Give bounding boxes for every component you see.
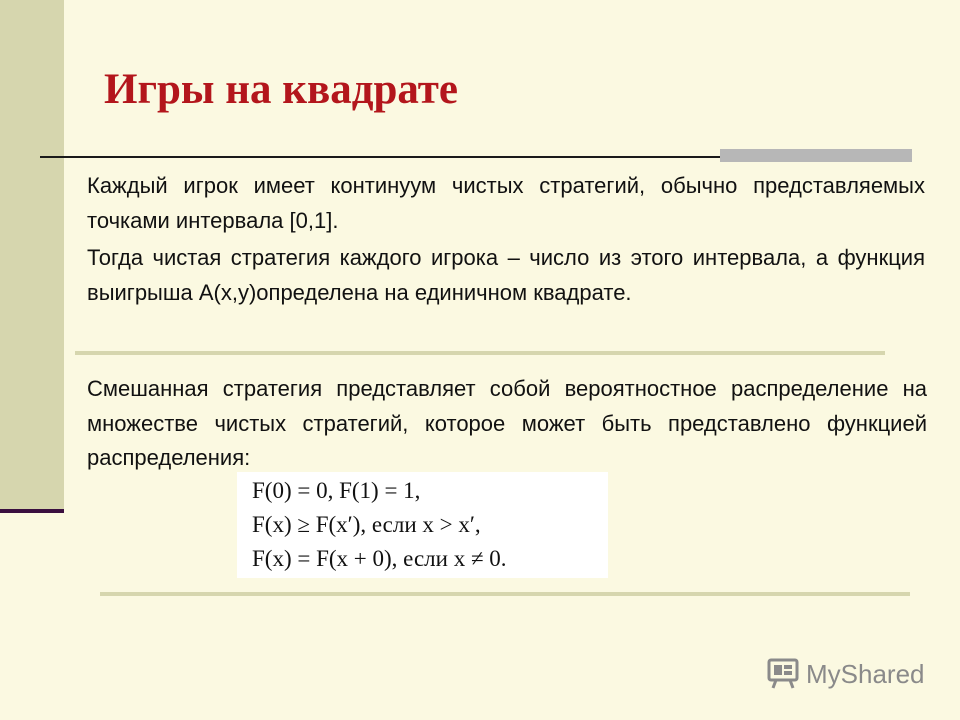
bottom-divider <box>100 592 910 596</box>
paragraph-continuum: Каждый игрок имеет континуум чистых стратегий, обычно представляемых точками интервала [0,1]. <box>87 173 925 233</box>
side-bar-underline <box>0 509 64 513</box>
watermark-text: MyShared <box>806 658 925 689</box>
formula-text: F(0) = 0, F(1) = 1, <box>252 478 421 503</box>
watermark-logo <box>766 656 925 692</box>
presentation-board-icon <box>766 657 800 691</box>
section-divider <box>75 351 885 355</box>
formula-line <box>252 510 481 540</box>
slide-title: Игры на квадрате <box>104 66 458 113</box>
paragraph-mixed-strategy: Смешанная стратегия представляет собой вероятностное распределение на множестве чистых стратегий, которое может быть представлено функцией распределения: <box>87 376 927 470</box>
paragraph-pure-strategy: Тогда чистая стратегия каждого игрока – число из этого интервала, а функция выигрыша A(x,y)определена на единичном квадрате. <box>87 245 925 305</box>
formula-line <box>252 544 507 574</box>
formula-text: F(x) ≥ F(x′), если x > x′, <box>252 512 481 537</box>
formula-text: F(x) = F(x + 0), если x ≠ 0. <box>252 546 507 571</box>
side-accent-bar <box>0 0 64 512</box>
title-divider-accent <box>720 149 912 162</box>
formula-line <box>252 476 420 506</box>
formula-block <box>237 472 608 578</box>
